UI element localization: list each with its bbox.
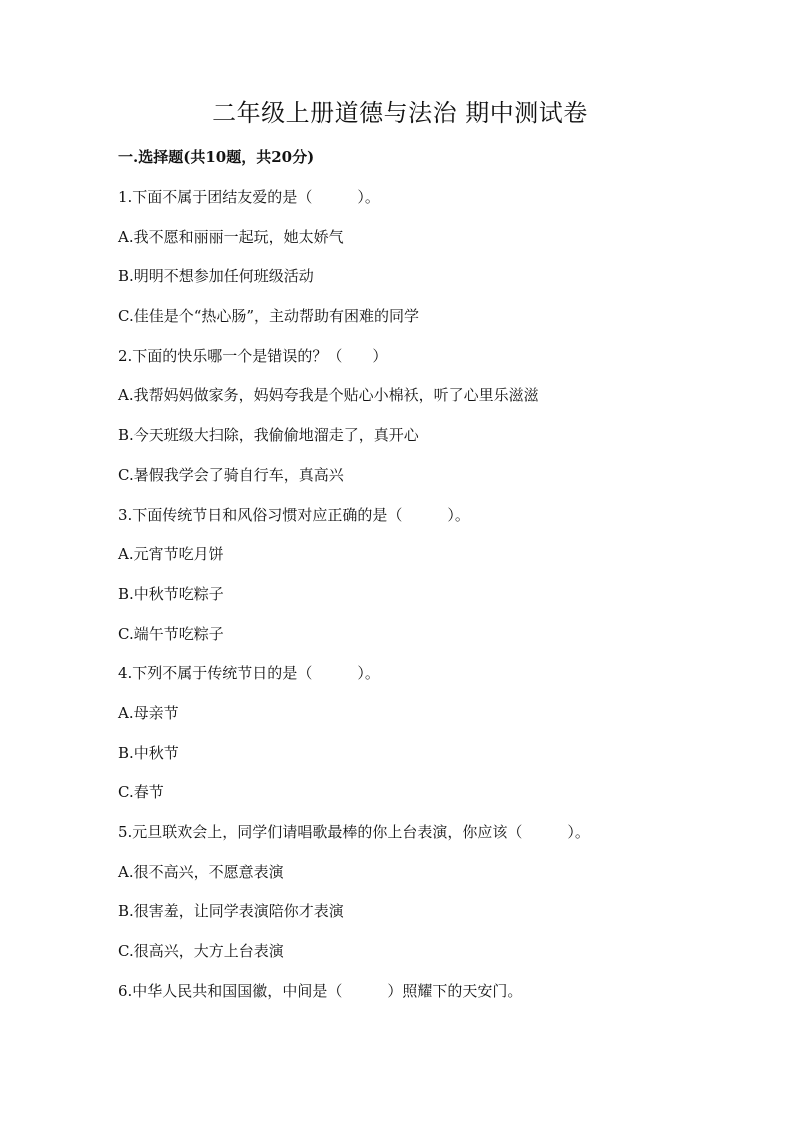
- question-stem-4: 4.下列不属于传统节日的是（ ）。: [118, 664, 380, 683]
- page-title: 二年级上册道德与法治 期中测试卷: [212, 99, 588, 127]
- option-3a: A.元宵节吃月饼: [118, 545, 224, 564]
- option-5a: A.很不高兴，不愿意表演: [118, 862, 284, 881]
- question-stem-6: 6.中华人民共和国国徽，中间是（ ）照耀下的天安门。: [118, 981, 523, 1000]
- option-1b: B.明明不想参加任何班级活动: [118, 267, 314, 286]
- question-stem-2: 2.下面的快乐哪一个是错误的？（ ）: [118, 346, 388, 365]
- section-heading: 一.选择题(共10题，共20分): [118, 148, 315, 166]
- option-2b: B.今天班级大扫除，我偷偷地溜走了，真开心: [118, 426, 419, 445]
- option-3b: B.中秋节吃粽子: [118, 584, 224, 603]
- option-2a: A.我帮妈妈做家务，妈妈夸我是个贴心小棉袄，听了心里乐滋滋: [118, 386, 539, 405]
- question-stem-5: 5.元旦联欢会上，同学们请唱歌最棒的你上台表演，你应该（ ）。: [118, 823, 590, 841]
- question-stem-1: 1.下面不属于团结友爱的是（ ）。: [118, 188, 380, 206]
- option-4b: B.中秋节: [118, 743, 179, 762]
- option-1a: A.我不愿和丽丽一起玩，她太娇气: [118, 227, 344, 246]
- question-stem-3: 3.下面传统节日和风俗习惯对应正确的是（ ）。: [118, 505, 470, 524]
- option-4a: A.母亲节: [118, 703, 179, 722]
- option-4c: C.春节: [118, 783, 164, 802]
- option-3c: C.端午节吃粽子: [118, 624, 224, 643]
- question-list: [118, 186, 758, 1019]
- option-5b: B.很害羞，让同学表演陪你才表演: [118, 902, 344, 921]
- option-2c: C.暑假我学会了骑自行车，真高兴: [118, 465, 344, 484]
- option-5c: C.很高兴，大方上台表演: [118, 942, 284, 961]
- option-1c: C.佳佳是个“热心肠”，主动帮助有困难的同学: [118, 307, 420, 326]
